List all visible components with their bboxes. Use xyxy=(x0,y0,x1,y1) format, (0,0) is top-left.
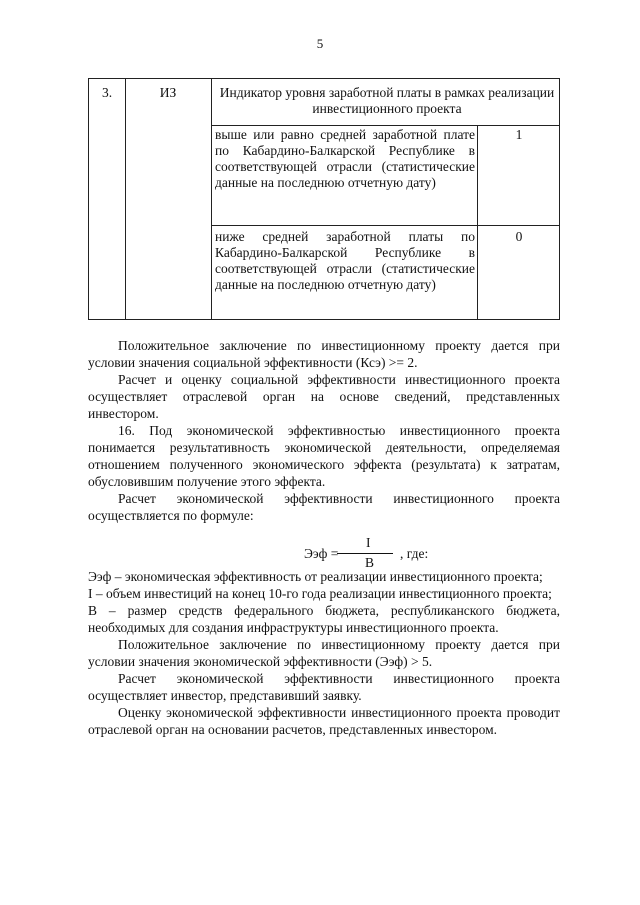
indicator-title: Индикатор уровня заработной платы в рамках реализации инвестиционного проекта xyxy=(219,85,555,116)
row-number: 3. xyxy=(101,85,113,100)
paragraph: Расчет и оценку социальной эффективности инвестиционного проекта осуществляет отраслевой орган на основе сведений, представленных инвестором. xyxy=(88,372,560,421)
paragraph: Расчет экономической эффективности инвестиционного проекта осуществляется по формуле: xyxy=(88,491,560,523)
definition: I – объем инвестиций на конец 10-го года реализации инвестиционного проекта; xyxy=(88,586,552,601)
fraction-bar xyxy=(337,553,393,554)
option-score: 1 xyxy=(515,127,523,142)
page-number: 5 xyxy=(316,36,324,51)
table-divider xyxy=(211,225,559,226)
body-text-top xyxy=(88,337,560,524)
formula xyxy=(0,537,640,571)
formula-denominator: B xyxy=(365,555,375,570)
formula-lhs: Ээф = xyxy=(304,546,339,561)
definition: Ээф – экономическая эффективность от реализации инвестиционного проекта; xyxy=(88,569,543,584)
paragraph: Оценку экономической эффективности инвестиционного проекта проводит отраслевой орган на основании расчетов, представленных инвестором. xyxy=(88,705,560,737)
table-divider xyxy=(125,79,126,319)
definition: В – размер средств федерального бюджета, республиканского бюджета, необходимых для создания инфраструктуры инвестиционного проекта. xyxy=(88,603,560,635)
paragraph: Положительное заключение по инвестиционному проекту дается при условии значения социальной эффективности (Ксэ) >= 2. xyxy=(88,338,560,370)
body-text-bottom xyxy=(88,568,560,738)
table-divider xyxy=(211,79,212,319)
table-divider xyxy=(477,126,478,319)
indicator-table xyxy=(88,78,560,320)
table-divider xyxy=(211,125,559,126)
paragraph: Положительное заключение по инвестиционному проекту дается при условии значения экономической эффективности (Ээф) > 5. xyxy=(88,637,560,669)
option-score: 0 xyxy=(515,229,523,244)
indicator-code: ИЗ xyxy=(159,85,177,100)
option-text: ниже средней заработной платы по Кабардино-Балкарской Республике в соответствующей отрасли (статистические данные на последнюю отчетную дату) xyxy=(215,229,475,292)
formula-suffix: , где: xyxy=(400,546,429,561)
option-text: выше или равно средней заработной плате по Кабардино-Балкарской Республике в соответствующей отрасли (статистические данные на последнюю отчетную дату) xyxy=(215,127,475,190)
formula-numerator: I xyxy=(366,535,371,550)
paragraph: Расчет экономической эффективности инвестиционного проекта осуществляет инвестор, представивший заявку. xyxy=(88,671,560,703)
paragraph: 16. Под экономической эффективностью инвестиционного проекта понимается результативность экономической деятельности, определяемая отношением полученного экономического эффекта (результата) к затратам, обусловившим получение этого эффекта. xyxy=(88,423,560,489)
